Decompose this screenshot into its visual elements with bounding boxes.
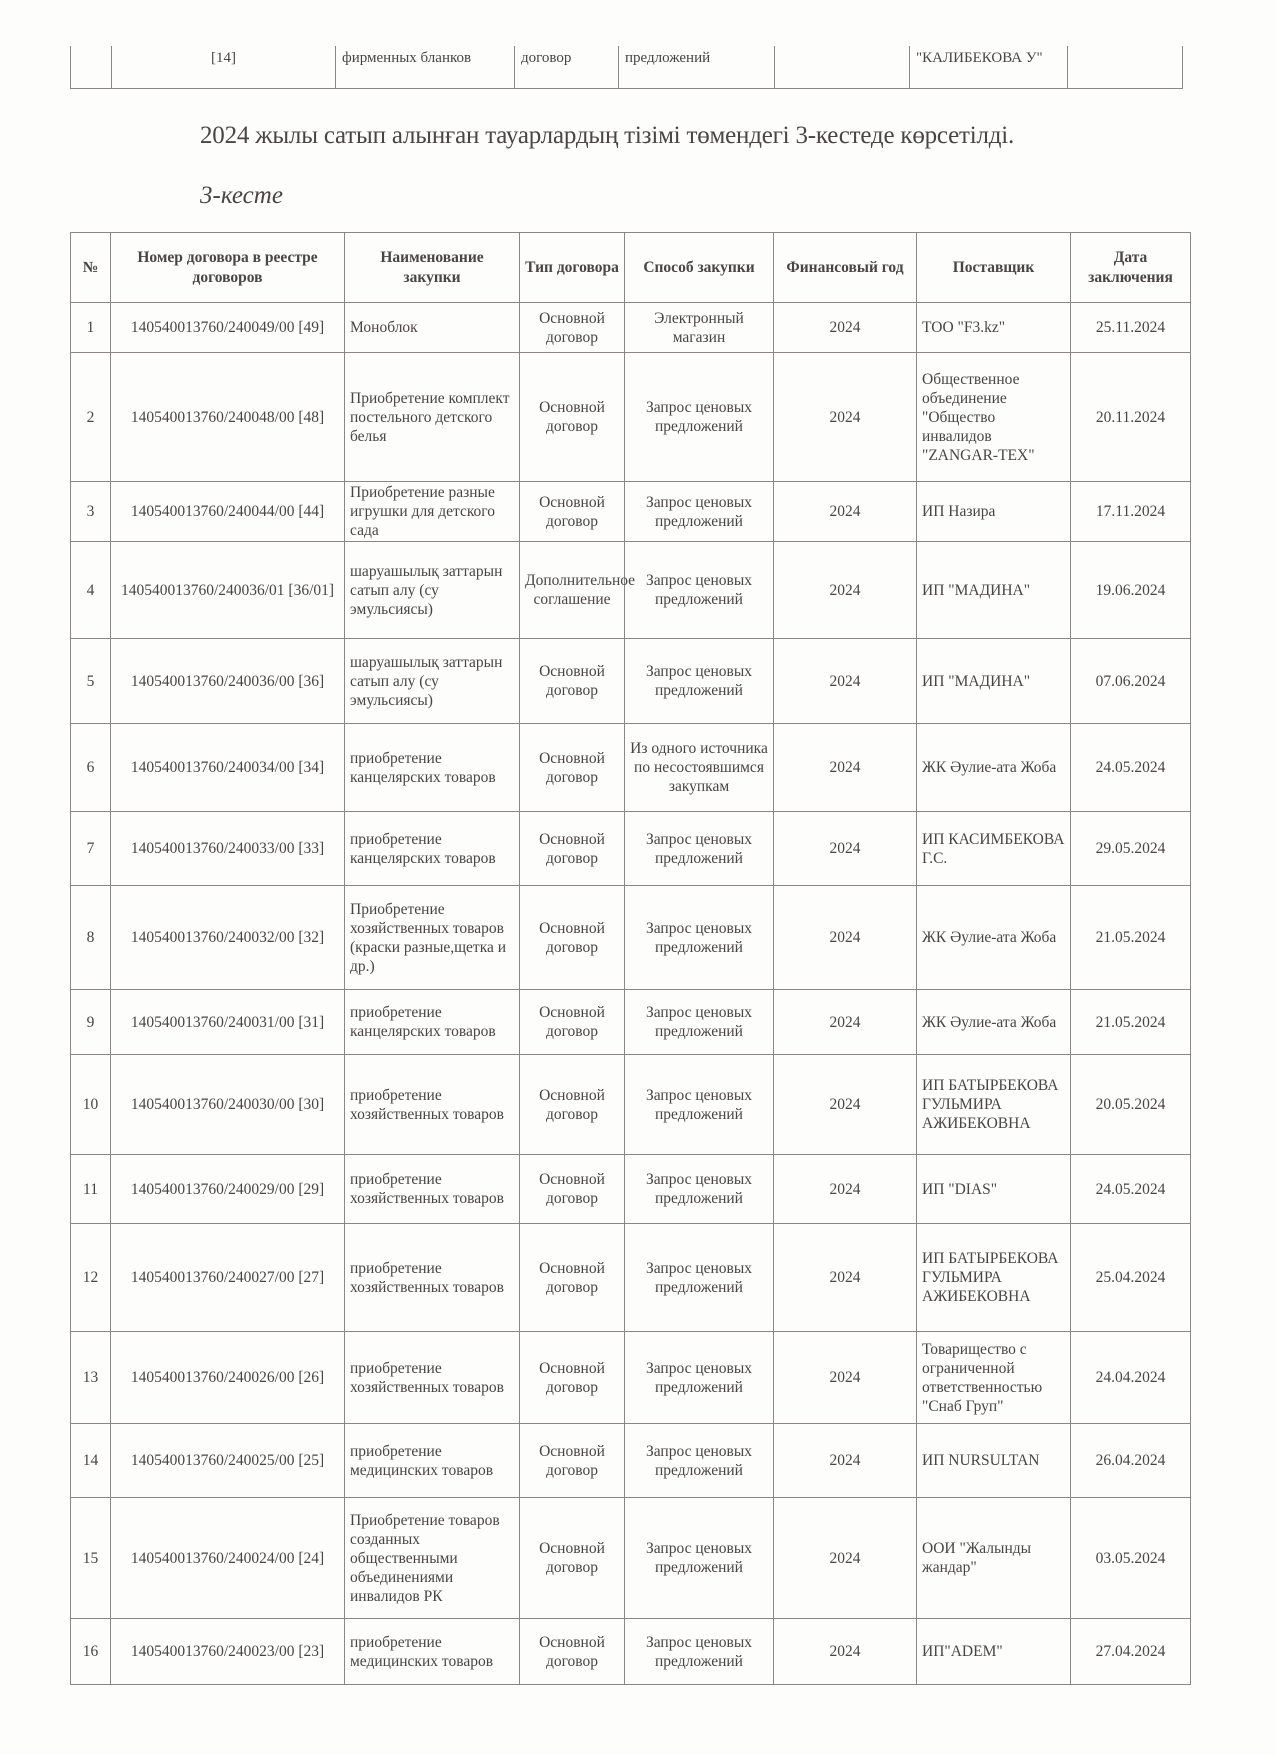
section-title: 2024 жылы сатып алынған тауарлардың тізімі төмендегі 3-кестеде көрсетілді. [200,122,1015,149]
cell-year: 2024 [774,1055,917,1155]
cell-method: Запрос ценовых предложений [625,1424,774,1498]
cell-supplier: ИП NURSULTAN [917,1424,1071,1498]
table-row [71,353,1191,482]
prev-cell-type: договор [515,46,619,89]
prev-cell-method: предложений [619,46,775,89]
cell-date: 21.05.2024 [1071,886,1191,990]
cell-year: 2024 [774,303,917,353]
table-row [71,886,1191,990]
cell-number: 14 [71,1424,111,1498]
cell-contract: 140540013760/240044/00 [44] [111,482,345,542]
cell-date: 21.05.2024 [1071,990,1191,1055]
cell-type: Основной договор [520,724,625,812]
cell-number: 16 [71,1619,111,1685]
cell-type: Основной договор [520,812,625,886]
cell-supplier: ИП БАТЫРБЕКОВА ГУЛЬМИРА АЖИБЕКОВНА [917,1224,1071,1332]
cell-type: Основной договор [520,1619,625,1685]
cell-name: Приобретение комплект постельного детского белья [345,353,520,482]
prev-cell-year [775,46,910,89]
previous-table-tail [70,46,1183,89]
cell-method: Запрос ценовых предложений [625,886,774,990]
cell-year: 2024 [774,724,917,812]
table-row [71,812,1191,886]
cell-name: шаруашылық заттарын сатып алу (су эмульсиясы) [345,639,520,724]
cell-year: 2024 [774,1424,917,1498]
cell-date: 24.05.2024 [1071,724,1191,812]
table-row [71,1424,1191,1498]
cell-method: Электронный магазин [625,303,774,353]
header-type: Тип договора [520,233,625,303]
prev-cell-supplier: "КАЛИБЕКОВА У" [910,46,1068,89]
cell-date: 25.11.2024 [1071,303,1191,353]
cell-method: Запрос ценовых предложений [625,1332,774,1424]
cell-number: 15 [71,1498,111,1619]
cell-year: 2024 [774,353,917,482]
cell-supplier: ИП БАТЫРБЕКОВА ГУЛЬМИРА АЖИБЕКОВНА [917,1055,1071,1155]
table-row [71,303,1191,353]
cell-method: Запрос ценовых предложений [625,1619,774,1685]
cell-date: 07.06.2024 [1071,639,1191,724]
cell-name: приобретение канцелярских товаров [345,812,520,886]
cell-date: 26.04.2024 [1071,1424,1191,1498]
cell-name: приобретение канцелярских товаров [345,724,520,812]
cell-supplier: ЖК Әулие-ата Жоба [917,886,1071,990]
cell-number: 1 [71,303,111,353]
cell-number: 13 [71,1332,111,1424]
cell-year: 2024 [774,886,917,990]
cell-method: Запрос ценовых предложений [625,812,774,886]
cell-year: 2024 [774,1619,917,1685]
cell-supplier: ИП "DIAS" [917,1155,1071,1224]
cell-contract: 140540013760/240034/00 [34] [111,724,345,812]
cell-contract: 140540013760/240030/00 [30] [111,1055,345,1155]
cell-contract: 140540013760/240025/00 [25] [111,1424,345,1498]
cell-year: 2024 [774,639,917,724]
cell-method: Запрос ценовых предложений [625,639,774,724]
header-year: Финансовый год [774,233,917,303]
cell-number: 5 [71,639,111,724]
cell-supplier: ЖК Әулие-ата Жоба [917,724,1071,812]
header-date: Дата заключения [1071,233,1191,303]
cell-type: Основной договор [520,639,625,724]
cell-contract: 140540013760/240049/00 [49] [111,303,345,353]
cell-type: Основной договор [520,1332,625,1424]
cell-name: шаруашылық заттарын сатып алу (су эмульсиясы) [345,542,520,639]
cell-method: Запрос ценовых предложений [625,990,774,1055]
table-row [71,1155,1191,1224]
cell-type: Основной договор [520,990,625,1055]
header-number: № [71,233,111,303]
cell-contract: 140540013760/240027/00 [27] [111,1224,345,1332]
prev-cell-date [1068,46,1183,89]
cell-number: 12 [71,1224,111,1332]
cell-year: 2024 [774,1498,917,1619]
cell-date: 17.11.2024 [1071,482,1191,542]
cell-name: приобретение хозяйственных товаров [345,1224,520,1332]
header-method: Способ закупки [625,233,774,303]
cell-type: Дополнительное соглашение [520,542,625,639]
header-name: Наименование закупки [345,233,520,303]
cell-contract: 140540013760/240026/00 [26] [111,1332,345,1424]
cell-date: 20.05.2024 [1071,1055,1191,1155]
table-row [71,1498,1191,1619]
cell-name: Моноблок [345,303,520,353]
cell-contract: 140540013760/240036/01 [36/01] [111,542,345,639]
cell-type: Основной договор [520,1424,625,1498]
cell-date: 25.04.2024 [1071,1224,1191,1332]
cell-name: приобретение хозяйственных товаров [345,1332,520,1424]
cell-year: 2024 [774,482,917,542]
cell-name: Приобретение хозяйственных товаров (краски разные,щетка и др.) [345,886,520,990]
cell-supplier: Товарищество с ограниченной ответственностью "Снаб Груп" [917,1332,1071,1424]
cell-supplier: ИП КАСИМБЕКОВА Г.С. [917,812,1071,886]
cell-number: 9 [71,990,111,1055]
cell-year: 2024 [774,1155,917,1224]
cell-method: Запрос ценовых предложений [625,1498,774,1619]
cell-name: приобретение хозяйственных товаров [345,1155,520,1224]
cell-date: 20.11.2024 [1071,353,1191,482]
cell-contract: 140540013760/240033/00 [33] [111,812,345,886]
table-header-row [71,233,1191,303]
cell-contract: 140540013760/240024/00 [24] [111,1498,345,1619]
cell-name: приобретение канцелярских товаров [345,990,520,1055]
cell-type: Основной договор [520,886,625,990]
table-row [71,990,1191,1055]
cell-contract: 140540013760/240036/00 [36] [111,639,345,724]
table-row [71,639,1191,724]
cell-supplier: ИП "МАДИНА" [917,542,1071,639]
cell-contract: 140540013760/240032/00 [32] [111,886,345,990]
cell-name: приобретение медицинских товаров [345,1424,520,1498]
header-contract: Номер договора в реестре договоров [111,233,345,303]
cell-year: 2024 [774,812,917,886]
cell-type: Основной договор [520,1055,625,1155]
table-row [71,1055,1191,1155]
prev-cell-number [71,46,112,89]
cell-name: Приобретение разные игрушки для детского сада [345,482,520,542]
cell-date: 27.04.2024 [1071,1619,1191,1685]
cell-method: Из одного источника по несостоявшимся закупкам [625,724,774,812]
cell-number: 7 [71,812,111,886]
prev-cell-name: фирменных бланков [336,46,515,89]
cell-type: Основной договор [520,1224,625,1332]
table-row [71,1224,1191,1332]
cell-method: Запрос ценовых предложений [625,542,774,639]
cell-contract: 140540013760/240029/00 [29] [111,1155,345,1224]
cell-type: Основной договор [520,353,625,482]
cell-type: Основной договор [520,482,625,542]
table-row [71,724,1191,812]
cell-type: Основной договор [520,1498,625,1619]
cell-contract: 140540013760/240048/00 [48] [111,353,345,482]
cell-name: приобретение медицинских товаров [345,1619,520,1685]
prev-cell-contract: [14] [112,46,336,89]
cell-number: 8 [71,886,111,990]
cell-supplier: ООИ "Жалынды жандар" [917,1498,1071,1619]
cell-date: 24.04.2024 [1071,1332,1191,1424]
cell-supplier: ТОО "F3.kz" [917,303,1071,353]
table-body [71,303,1191,1685]
cell-year: 2024 [774,542,917,639]
cell-date: 29.05.2024 [1071,812,1191,886]
cell-method: Запрос ценовых предложений [625,353,774,482]
cell-method: Запрос ценовых предложений [625,1155,774,1224]
table-row [71,1332,1191,1424]
cell-name: Приобретение товаров созданных общественными объединениями инвалидов РК [345,1498,520,1619]
cell-method: Запрос ценовых предложений [625,482,774,542]
cell-number: 6 [71,724,111,812]
cell-date: 03.05.2024 [1071,1498,1191,1619]
cell-number: 4 [71,542,111,639]
cell-method: Запрос ценовых предложений [625,1055,774,1155]
table-row [71,1619,1191,1685]
header-supplier: Поставщик [917,233,1071,303]
cell-supplier: ИП"ADEM" [917,1619,1071,1685]
cell-number: 2 [71,353,111,482]
cell-date: 19.06.2024 [1071,542,1191,639]
cell-supplier: ЖК Әулие-ата Жоба [917,990,1071,1055]
cell-year: 2024 [774,1224,917,1332]
table-row [71,482,1191,542]
cell-type: Основной договор [520,303,625,353]
cell-supplier: ИП Назира [917,482,1071,542]
cell-method: Запрос ценовых предложений [625,1224,774,1332]
cell-contract: 140540013760/240023/00 [23] [111,1619,345,1685]
table-caption: 3-кесте [200,182,283,209]
cell-type: Основной договор [520,1155,625,1224]
table-row [71,542,1191,639]
cell-number: 10 [71,1055,111,1155]
cell-supplier: ИП "МАДИНА" [917,639,1071,724]
cell-supplier: Общественное объединение "Общество инвалидов "ZANGAR-TEX" [917,353,1071,482]
cell-name: приобретение хозяйственных товаров [345,1055,520,1155]
cell-contract: 140540013760/240031/00 [31] [111,990,345,1055]
cell-year: 2024 [774,1332,917,1424]
cell-number: 11 [71,1155,111,1224]
previous-table-row [71,46,1183,89]
procurement-table [70,232,1191,1685]
cell-year: 2024 [774,990,917,1055]
cell-date: 24.05.2024 [1071,1155,1191,1224]
cell-number: 3 [71,482,111,542]
